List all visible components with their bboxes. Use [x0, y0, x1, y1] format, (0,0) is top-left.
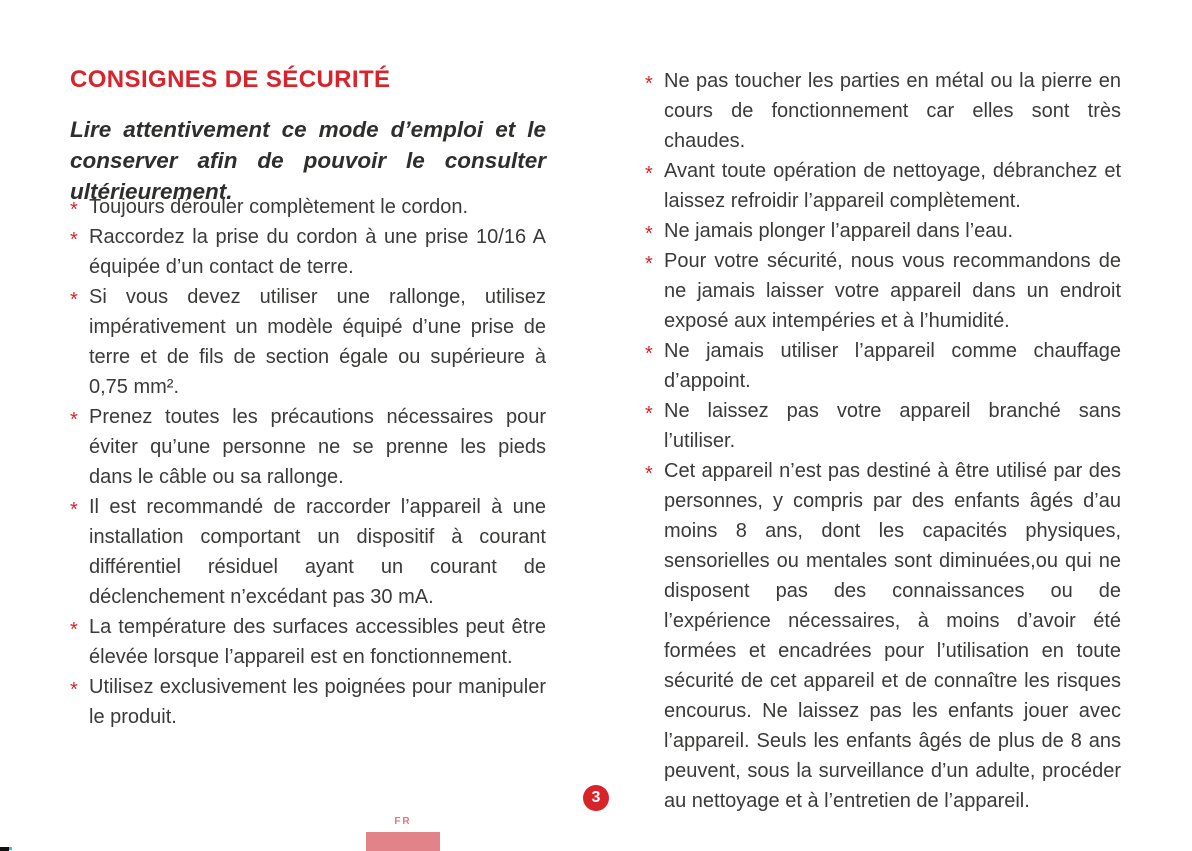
list-item-text: Si vous devez utiliser une rallonge, utilisez impérativement un modèle équipé d’une prise de terre et de fils de section égale ou supérieure à 0,75 mm².	[89, 286, 546, 398]
list-item	[645, 216, 1121, 246]
list-item	[645, 456, 1121, 816]
list-item	[70, 402, 546, 492]
asterisk-bullet: *	[645, 253, 653, 275]
list-item	[70, 492, 546, 612]
asterisk-bullet: *	[645, 463, 653, 485]
list-item-text: Avant toute opération de nettoyage, débranchez et laissez refroidir l’appareil complètement.	[664, 160, 1121, 212]
asterisk-bullet: *	[645, 223, 653, 245]
page-title: CONSIGNES DE SÉCURITÉ	[70, 66, 391, 93]
asterisk-bullet: *	[645, 343, 653, 365]
asterisk-bullet: *	[70, 619, 78, 641]
list-item	[70, 672, 546, 732]
list-item	[70, 222, 546, 282]
safety-list-left	[70, 192, 546, 732]
asterisk-bullet: *	[645, 403, 653, 425]
asterisk-bullet: *	[70, 289, 78, 311]
asterisk-bullet: *	[70, 499, 78, 521]
asterisk-bullet: *	[645, 73, 653, 95]
list-item-text: Il est recommandé de raccorder l’appareil à une installation comportant un dispositif à courant différentiel résiduel ayant un courant de déclenchement n’excédant pas 30 mA.	[89, 496, 546, 608]
list-item-text: Ne pas toucher les parties en métal ou la pierre en cours de fonctionnement car elles sont très chaudes.	[664, 70, 1121, 152]
list-item-text: Cet appareil n’est pas destiné à être utilisé par des personnes, y compris par des enfants âgés d’au moins 8 ans, dont les capacités physiques, sensorielles ou mentales sont diminuées,ou qui ne disposent pas des connaissances ou de l’expérience nécessaires, à moins d’avoir été formées et encadrées pour l’utilisation en toute sécurité de cet appareil et de connaître les risques encourus. Ne laissez pas les enfants jouer avec l’appareil. Seuls les enfants âgés de plus de 8 ans peuvent, sous la surveillance d’un adulte, procéder au nettoyage et à l’entretien de l’appareil.	[664, 460, 1121, 812]
list-item-text: Raccordez la prise du cordon à une prise 10/16 A équipée d’un contact de terre.	[89, 226, 546, 278]
list-item-text: La température des surfaces accessibles peut être élevée lorsque l’appareil est en fonctionnement.	[89, 616, 546, 668]
list-item-text: Utilisez exclusivement les poignées pour manipuler le produit.	[89, 676, 546, 728]
crop-mark	[0, 847, 9, 851]
list-item	[645, 66, 1121, 156]
asterisk-bullet: *	[70, 229, 78, 251]
language-tab-label: FR	[394, 816, 412, 827]
safety-list-right	[645, 66, 1121, 816]
list-item-text: Pour votre sécurité, nous vous recommandons de ne jamais laisser votre appareil dans un endroit exposé aux intempéries et à l’humidité.	[664, 250, 1121, 332]
list-item	[70, 612, 546, 672]
language-tab	[366, 816, 440, 851]
language-tab-bar	[366, 832, 440, 851]
list-item	[645, 246, 1121, 336]
asterisk-bullet: *	[70, 409, 78, 431]
list-item	[70, 192, 546, 222]
crop-mark-accent	[9, 847, 12, 850]
list-item-text: Prenez toutes les précautions nécessaires pour éviter qu’une personne ne se prenne les pieds dans le câble ou sa rallonge.	[89, 406, 546, 488]
list-item-text: Ne jamais plonger l’appareil dans l’eau.	[664, 220, 1014, 242]
intro-note: Lire attentivement ce mode d’emploi et le conserver afin de pouvoir le consulter ultérieurement.	[70, 117, 546, 204]
list-item-text: Ne laissez pas votre appareil branché sans l’utiliser.	[664, 400, 1121, 452]
list-item-text: Ne jamais utiliser l’appareil comme chauffage d’appoint.	[664, 340, 1121, 392]
asterisk-bullet: *	[70, 679, 78, 701]
list-item	[70, 282, 546, 402]
list-item	[645, 396, 1121, 456]
list-item	[645, 156, 1121, 216]
list-item	[645, 336, 1121, 396]
page-number-badge: 3	[583, 785, 609, 811]
list-item-text: Toujours dérouler complètement le cordon.	[89, 196, 469, 218]
asterisk-bullet: *	[70, 199, 78, 221]
asterisk-bullet: *	[645, 163, 653, 185]
